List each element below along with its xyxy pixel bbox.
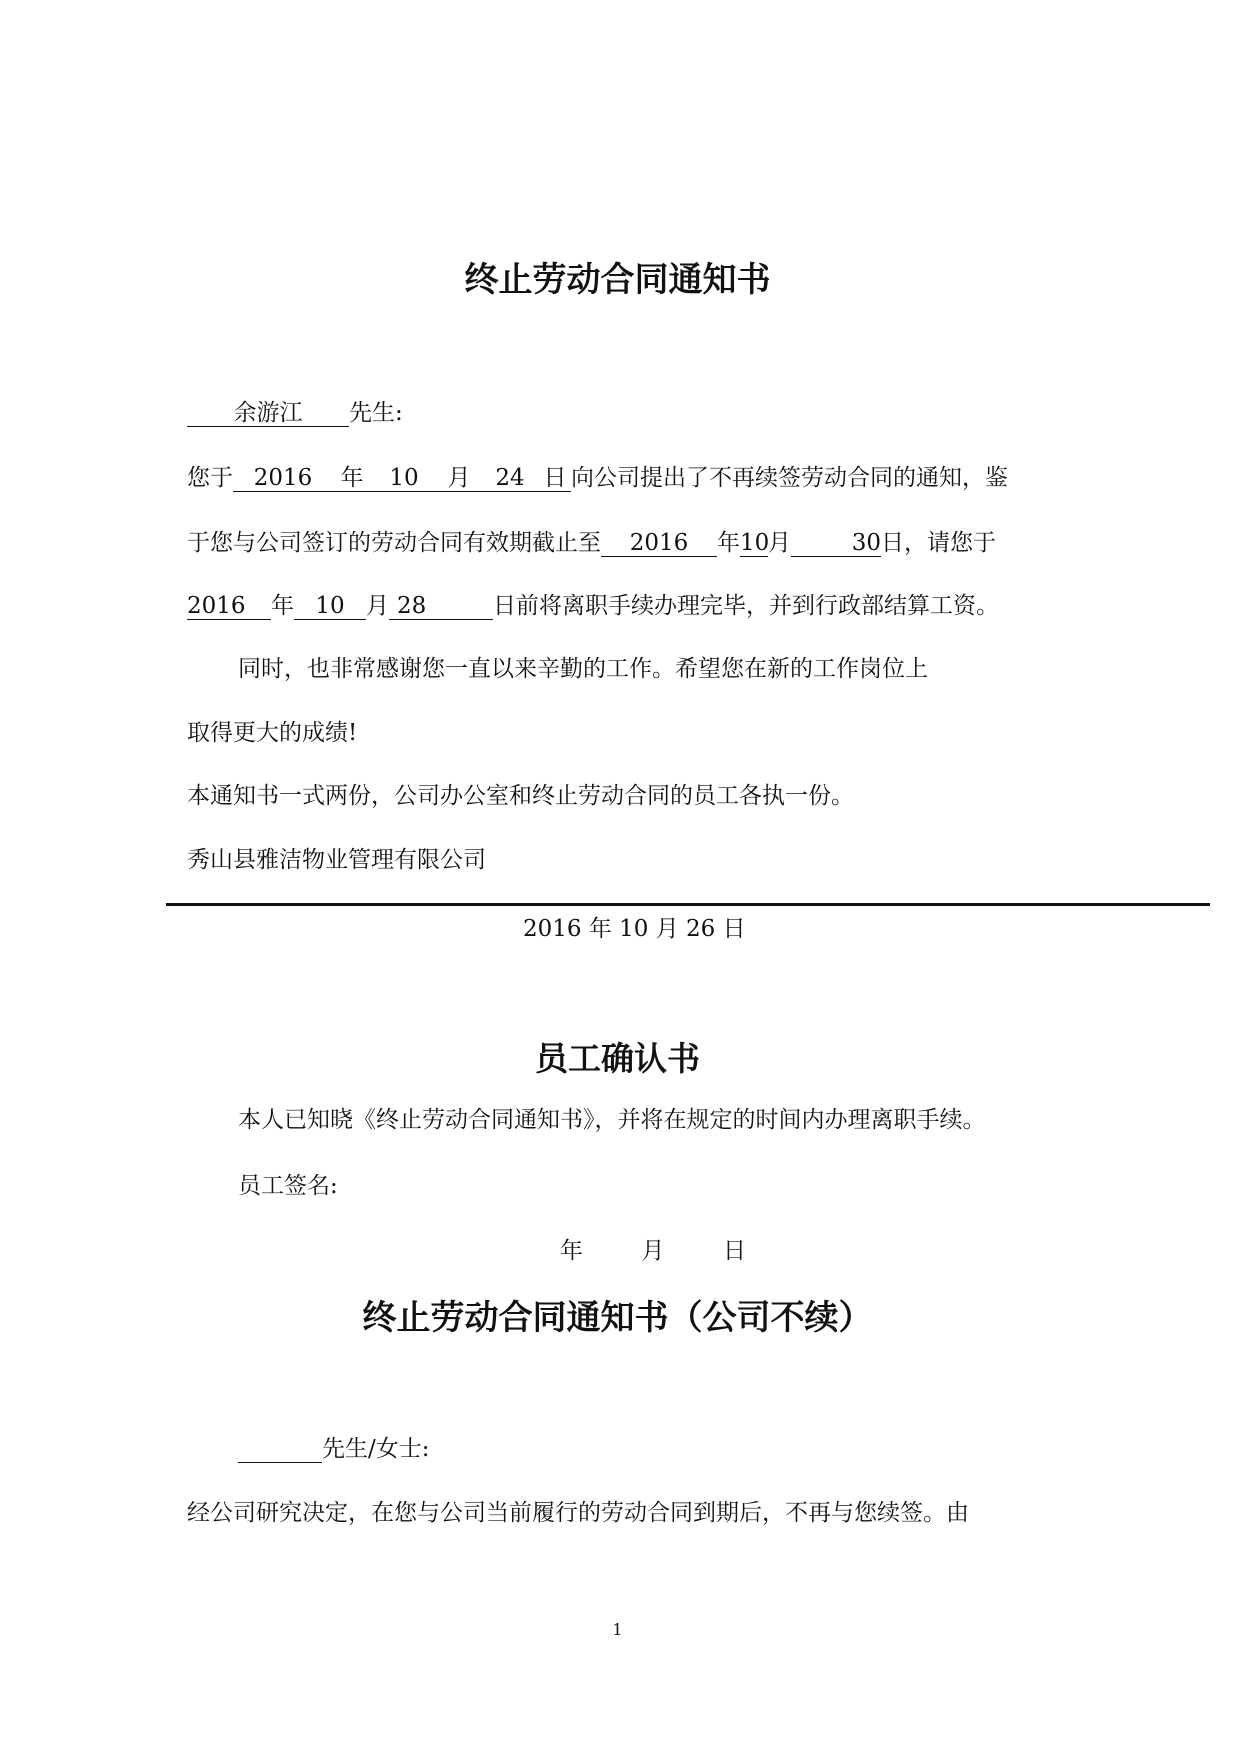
addressee-name: 余游江 [187, 400, 349, 427]
p1-prefix: 您于 [187, 465, 233, 491]
addressee-line [187, 398, 403, 428]
copies-line: 本通知书一式两份，公司办公室和终止劳动合同的员工各执一份。 [187, 783, 854, 809]
p3-day: 28 [389, 593, 493, 620]
section-divider [166, 903, 1210, 906]
confirmation-date-placeholder: 年 月 日 [560, 1238, 746, 1264]
notice2-addressee-suffix: 先生/女士: [322, 1436, 430, 1462]
notice-title: 终止劳动合同通知书 [464, 260, 771, 300]
notice2-title: 终止劳动合同通知书（公司不续） [362, 1298, 873, 1338]
thanks-line-2: 取得更大的成绩! [187, 720, 358, 746]
p1-year-unit: 年 [333, 465, 371, 492]
p1-day-unit: 日 [539, 465, 571, 492]
p2-month: 10 [740, 530, 770, 556]
confirmation-statement: 本人已知晓《终止劳动合同通知书》，并将在规定的时间内办理离职手续。 [238, 1107, 986, 1133]
notice2-addressee-line [238, 1434, 430, 1464]
p1-rest: 向公司提出了不再续签劳动合同的通知，鉴 [571, 465, 1008, 491]
p2-month-unit: 月 [768, 530, 791, 556]
p2-prefix: 于您与公司签订的劳动合同有效期截止至 [187, 530, 601, 556]
p2-rest: 日，请您于 [881, 530, 996, 556]
notice2-body-line-1: 经公司研究决定，在您与公司当前履行的劳动合同到期后，不再与您续签。由 [187, 1500, 969, 1526]
p1-day: 24 [481, 465, 539, 492]
p1-month: 10 [371, 465, 437, 492]
signature-label: 员工签名: [238, 1173, 338, 1199]
notice-date: 2016 年 10 月 26 日 [523, 916, 746, 942]
confirmation-title: 员工确认书 [535, 1039, 700, 1078]
p1-month-unit: 月 [437, 465, 481, 492]
p3-year-unit: 年 [271, 593, 294, 619]
thanks-line-1: 同时，也非常感谢您一直以来辛勤的工作。希望您在新的工作岗位上 [238, 656, 928, 682]
p2-year: 2016 [601, 530, 717, 557]
p2-day: 30 [791, 530, 881, 557]
p3-month-unit: 月 [366, 593, 389, 619]
p3-month: 10 [294, 593, 366, 620]
p3-rest: 日前将离职手续办理完毕，并到行政部结算工资。 [493, 593, 999, 619]
addressee-suffix: 先生: [349, 400, 403, 426]
page-number: 1 [612, 1620, 623, 1639]
p2-year-unit: 年 [717, 530, 740, 556]
paragraph-line-3 [187, 591, 999, 621]
paragraph-line-1 [187, 463, 1008, 493]
p1-year: 2016 [233, 465, 333, 492]
notice2-name-blank [238, 1436, 322, 1463]
company-name: 秀山县雅洁物业管理有限公司 [187, 847, 486, 873]
paragraph-line-2 [187, 528, 996, 558]
p3-year: 2016 [187, 593, 271, 620]
